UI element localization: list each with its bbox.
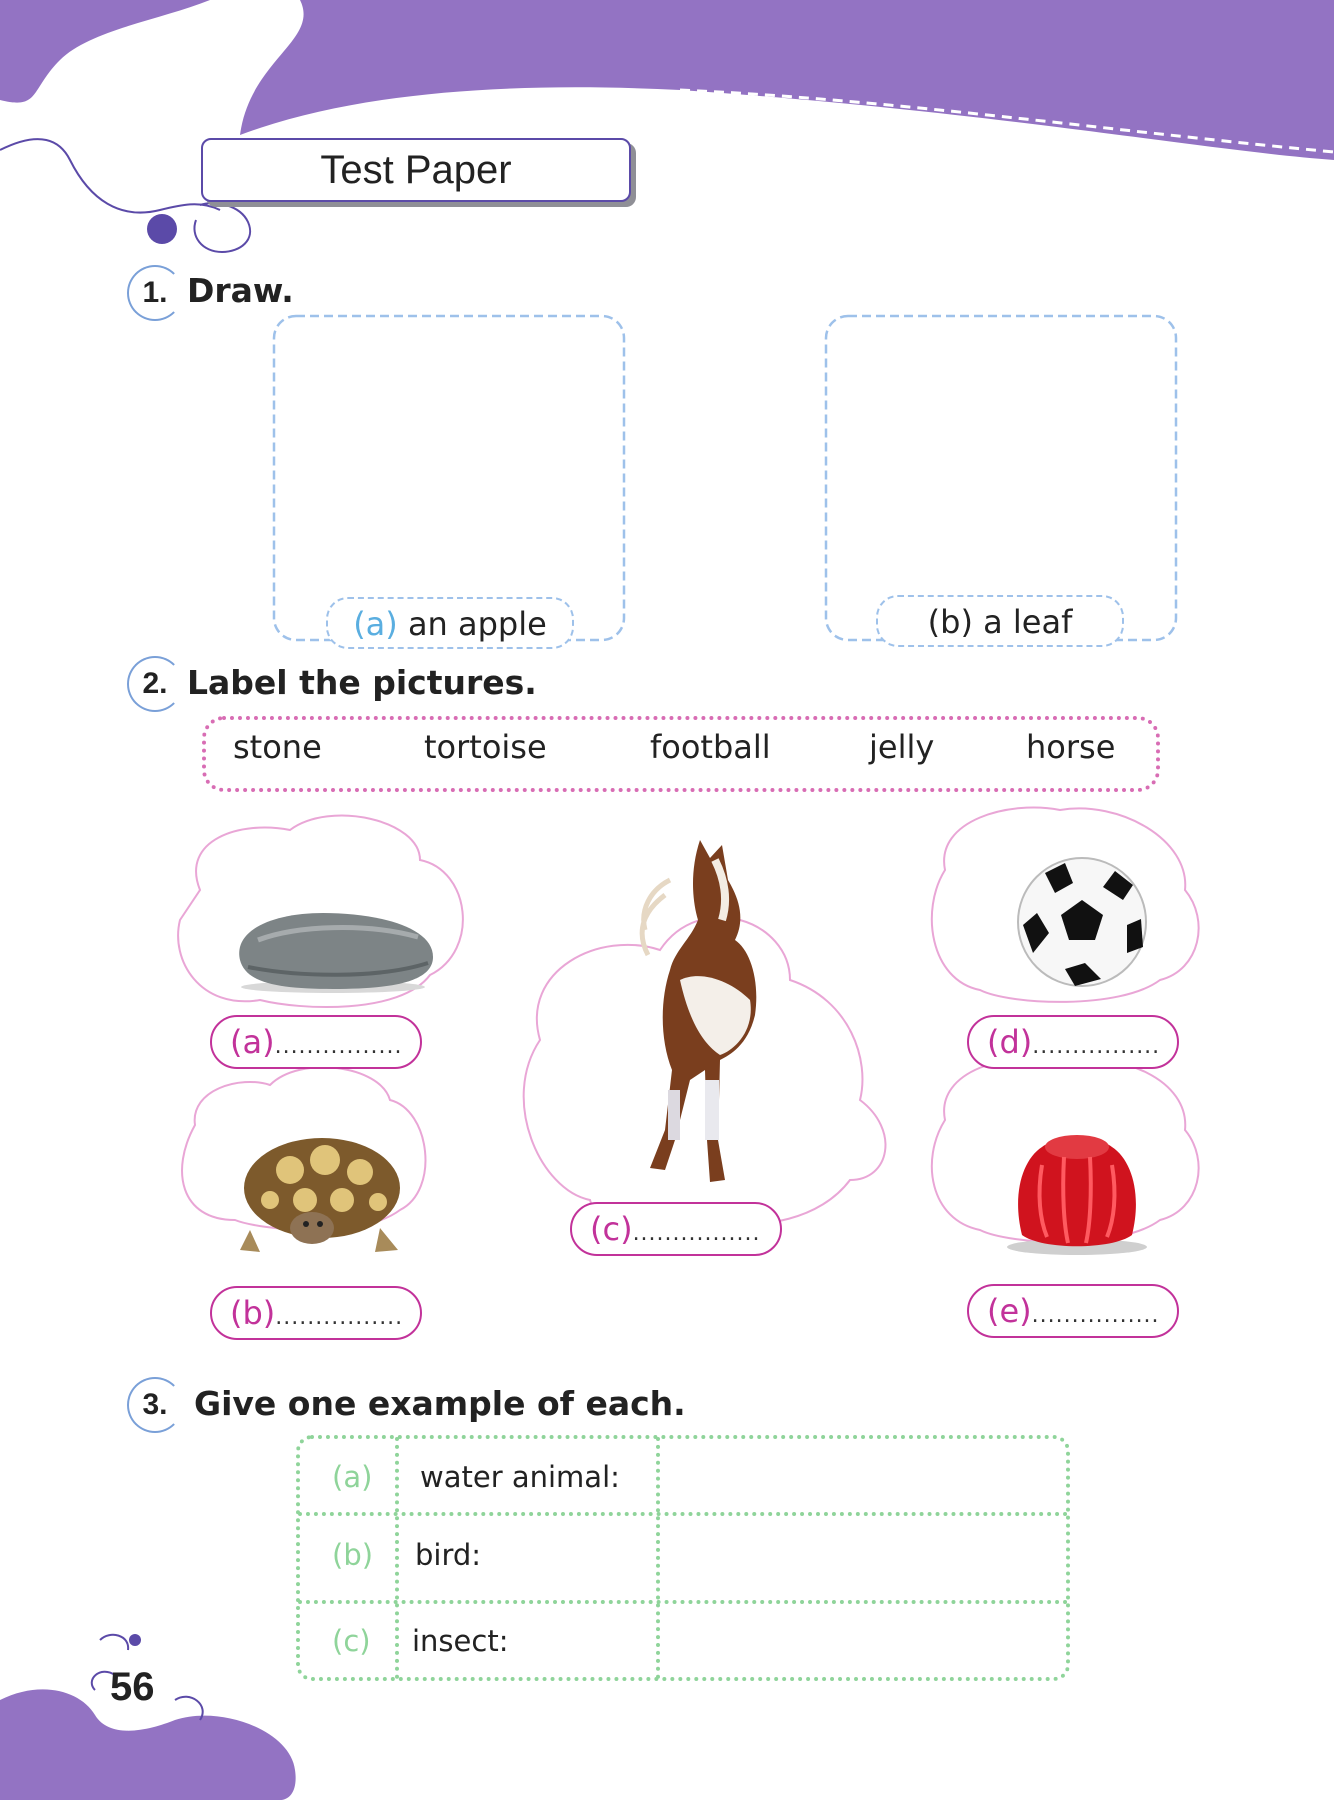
horse-icon (610, 840, 810, 1190)
stone-icon (228, 905, 438, 995)
question-3-instruction: Give one example of each. (194, 1384, 686, 1423)
label-letter: (d) (987, 1023, 1033, 1061)
label-blank: ................ (275, 1305, 404, 1330)
table-divider (656, 1437, 660, 1679)
label-blank-tortoise[interactable] (210, 1286, 422, 1340)
word-bank-item: tortoise (424, 728, 547, 766)
tortoise-icon (230, 1120, 410, 1260)
label-letter: (e) (987, 1292, 1032, 1330)
caption-leaf-text: a leaf (983, 603, 1073, 641)
question-1-instruction: Draw. (187, 271, 294, 310)
caption-leaf (876, 595, 1124, 647)
label-blank-stone[interactable] (210, 1015, 422, 1069)
table-row-letter: (b) (332, 1538, 374, 1572)
table-divider (395, 1437, 399, 1679)
caption-apple (326, 597, 574, 649)
label-blank: ................ (1031, 1303, 1160, 1328)
table-row-category: bird: (415, 1538, 482, 1572)
label-letter: (c) (590, 1210, 633, 1248)
word-bank-item: football (650, 728, 771, 766)
word-bank-item: jelly (869, 728, 935, 766)
label-blank: ................ (274, 1034, 403, 1059)
answer-cell-bird[interactable] (664, 1520, 1062, 1596)
label-letter: (a) (230, 1023, 275, 1061)
caption-apple-text: an apple (407, 605, 547, 643)
label-letter: (b) (230, 1294, 276, 1332)
answer-cell-insect[interactable] (664, 1608, 1062, 1674)
word-bank-item: stone (233, 728, 322, 766)
table-divider (298, 1512, 1068, 1516)
label-blank-football[interactable] (967, 1015, 1179, 1069)
table-row-letter: (a) (332, 1460, 373, 1494)
header-decoration (0, 0, 1334, 260)
table-row-category: water animal: (420, 1460, 620, 1494)
question-2-instruction: Label the pictures. (187, 663, 537, 702)
question-1-number: 1. (127, 265, 183, 321)
question-2-number: 2. (127, 656, 183, 712)
table-row-category: insect: (412, 1624, 509, 1658)
answer-cell-water-animal[interactable] (664, 1442, 1062, 1508)
label-blank-jelly[interactable] (967, 1284, 1179, 1338)
table-row-letter: (c) (332, 1624, 371, 1658)
question-3-number: 3. (127, 1377, 183, 1433)
table-divider (298, 1600, 1068, 1604)
word-bank-item: horse (1026, 728, 1116, 766)
drawing-box-apple[interactable] (268, 310, 630, 646)
label-blank: ................ (632, 1221, 761, 1246)
footer-decoration (0, 1620, 320, 1800)
page-title: Test Paper (201, 138, 631, 202)
caption-leaf-letter: (b) (927, 603, 973, 641)
football-icon (1015, 855, 1149, 989)
jelly-icon (1002, 1125, 1152, 1255)
caption-apple-letter: (a) (353, 605, 398, 643)
label-blank: ................ (1032, 1034, 1161, 1059)
page-number: 56 (110, 1665, 155, 1709)
label-blank-horse[interactable] (570, 1202, 782, 1256)
